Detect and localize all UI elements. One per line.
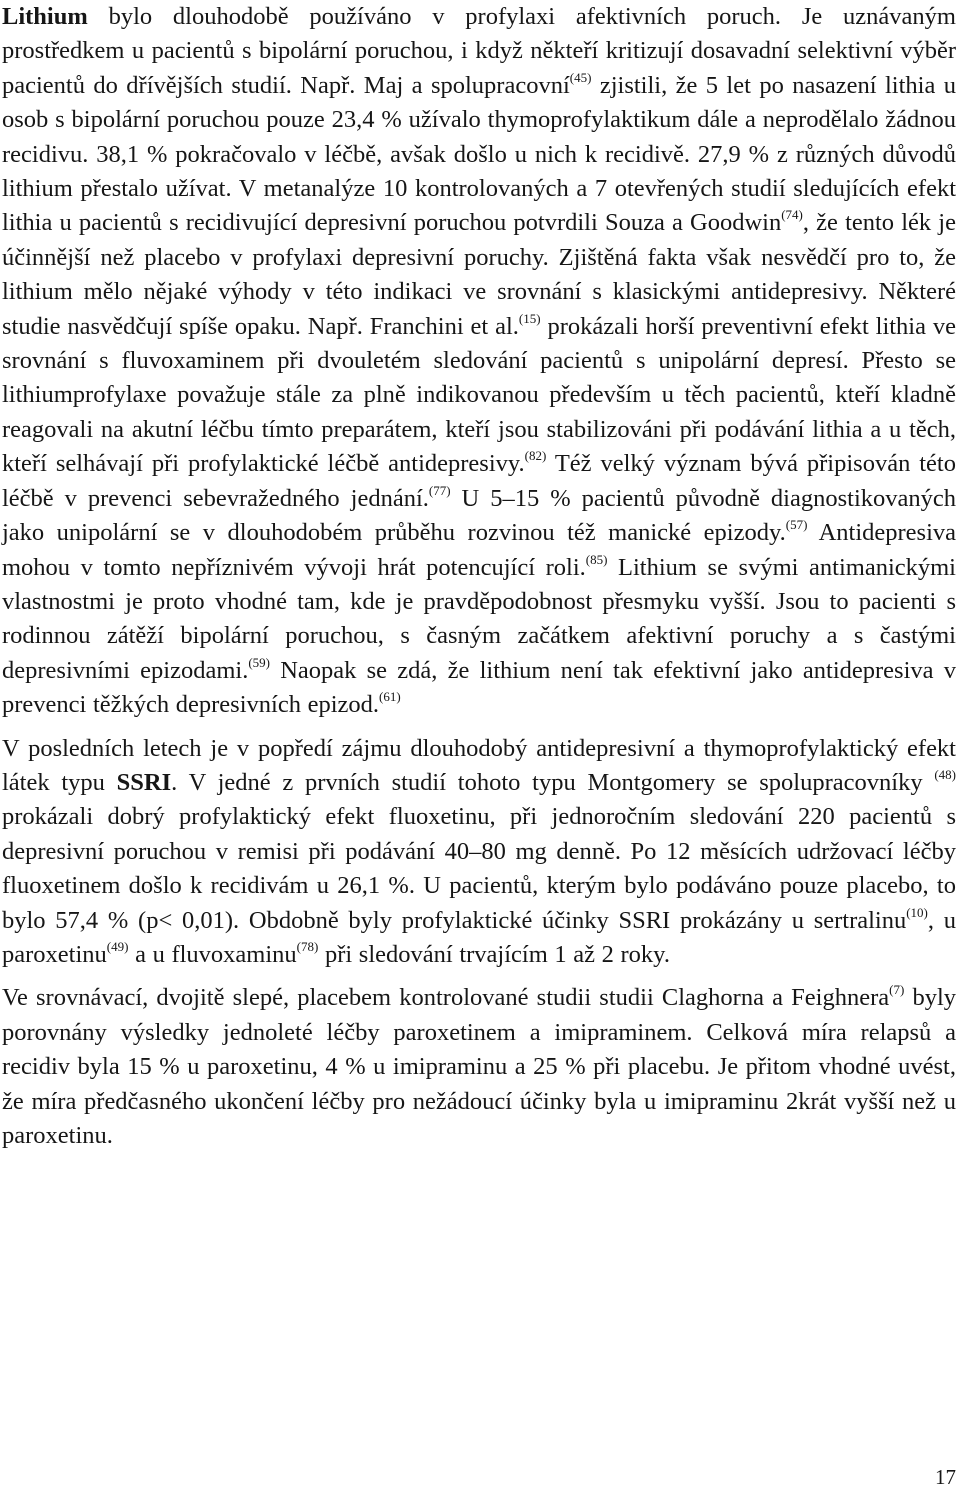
body-text	[2, 0, 956, 1153]
citation-ref: (74)	[781, 207, 803, 223]
paragraph-paroxetine-study	[2, 981, 956, 1153]
citation-ref: (85)	[585, 551, 608, 567]
citation-ref: (61)	[379, 689, 401, 705]
bold-term: Lithium	[2, 3, 88, 30]
citation-ref: (10)	[906, 904, 928, 920]
text-run: Antidepresiva mohou v tomto nepříznivém vývoji hrát potencující roli.	[2, 519, 956, 581]
text-run: a u fluvoxaminu	[128, 940, 297, 968]
bold-term: SSRI	[116, 768, 172, 796]
citation-ref: (57)	[785, 517, 808, 533]
text-run: , že tento lék je účinnější než placebo v profylaxi depresivní poruchy. Zjištěná fakta však nesvědčí pro to, že lithium mělo nějaké výhody v této indikaci ve srovnání s klasickými antidepresivy. Některé studie nasvědčují spíše opaku. Např. Franchini et al.	[2, 209, 956, 340]
text-run: Též velký význam bývá připisován této léčbě v prevenci sebevražedného jednání.	[2, 450, 956, 512]
text-run: prokázali dobrý profylaktický efekt fluoxetinu, při jednoročním sledování 220 pacientů s depresivní poruchou v remisi při podávání 40–80 mg denně. Po 12 měsících udržovací léčby fluoxetinem došlo k recidivám u 26,1 %. U pacientů, kterým bylo podáváno pouze placebo, to bylo 57,4 % (p< 0,01). Obdobně byly profylaktické účinky SSRI prokázány u sertralinu	[2, 803, 956, 934]
text-run: Ve srovnávací, dvojitě slepé, placebem kontrolované studii studii Claghorna a Feighnera	[2, 984, 890, 1012]
citation-ref: (82)	[524, 448, 547, 464]
citation-ref: (7)	[889, 982, 905, 998]
text-run: . V jedné z prvních studií tohoto typu Montgomery se spolupracovníky	[171, 768, 935, 796]
text-run: V posledních letech je v popředí zájmu dlouhodobý antidepresivní a thymoprofylaktický efekt látek typu	[2, 734, 956, 796]
citation-ref: (48)	[934, 766, 956, 782]
text-run: bylo dlouhodobě používáno v profylaxi afektivních poruch. Je uznávaným prostředkem u pacientů s bipolární poruchou, i když někteří kritizují dosavadní selektivní výběr pacientů do dřívějších studií. Např. Maj a spolupracovní	[2, 3, 956, 99]
citation-ref: (78)	[296, 938, 319, 954]
page-number: 17	[935, 1465, 956, 1489]
citation-ref: (45)	[569, 69, 592, 85]
citation-ref: (77)	[428, 482, 451, 498]
citation-ref: (59)	[248, 654, 270, 670]
text-run: Naopak se zdá, že lithium není tak efektivní jako antidepresiva v prevenci těžkých depresivních epizod.	[2, 656, 956, 719]
citation-ref: (15)	[518, 310, 541, 326]
citation-ref: (49)	[106, 938, 129, 954]
text-run: Lithium se svými antimanickými vlastnostmi je proto vhodné tam, kde je pravděpodobnost přesmyku vyšší. Jsou to pacienti s rodinnou zátěží bipolární poruchou, s časným začátkem afektivní poruchy a s častými depresivními epizodami.	[2, 553, 956, 684]
text-run: při sledování trvajícím 1 až 2 roky.	[318, 940, 670, 968]
paragraph-lithium	[2, 0, 956, 723]
text-run: prokázali horší preventivní efekt lithia ve srovnání s fluvoxaminem při dvouletém sledování pacientů s unipolární depresí. Přesto se lithiumprofylaxe považuje stále za plně indikovanou především u těch pacientů, kteří kladně reagovali na akutní léčbu tímto preparátem, kteří jsou stabilizováni při podávání lithia a u těch, kteří selhávají při profylaktické léčbě antidepresivy.	[2, 312, 956, 478]
paragraph-ssri	[2, 732, 956, 973]
text-run: zjistili, že 5 let po nasazení lithia u osob s bipolární poruchou pouze 23,4 % užívalo thymoprofylaktikum dále a neprodělalo žádnou recidivu. 38,1 % pokračovalo v léčbě, avšak došlo u nich k recidivě. 27,9 % z různých důvodů lithium přestalo užívat. V metanalýze 10 kontrolovaných a 7 otevřených studií sledujících efekt lithia u pacientů s recidivující depresivní poruchou potvrdili Souza a Goodwin	[2, 71, 956, 237]
text-run: , u paroxetinu	[2, 906, 956, 968]
text-run: U 5–15 % pacientů původně diagnostikovaných jako unipolární se v dlouhodobém průběhu rozvinou též manické epizody.	[2, 484, 956, 547]
text-run: byly porovnány výsledky jednoleté léčby paroxetinem a imipraminem. Celková míra relapsů a recidiv byla 15 % u paroxetinu, 4 % u imipraminu a 25 % při placebu. Je přitom vhodné uvést, že míra předčasného ukončení léčby pro nežádoucí účinky byla u imipraminu 2krát vyšší než u paroxetinu.	[2, 984, 956, 1149]
